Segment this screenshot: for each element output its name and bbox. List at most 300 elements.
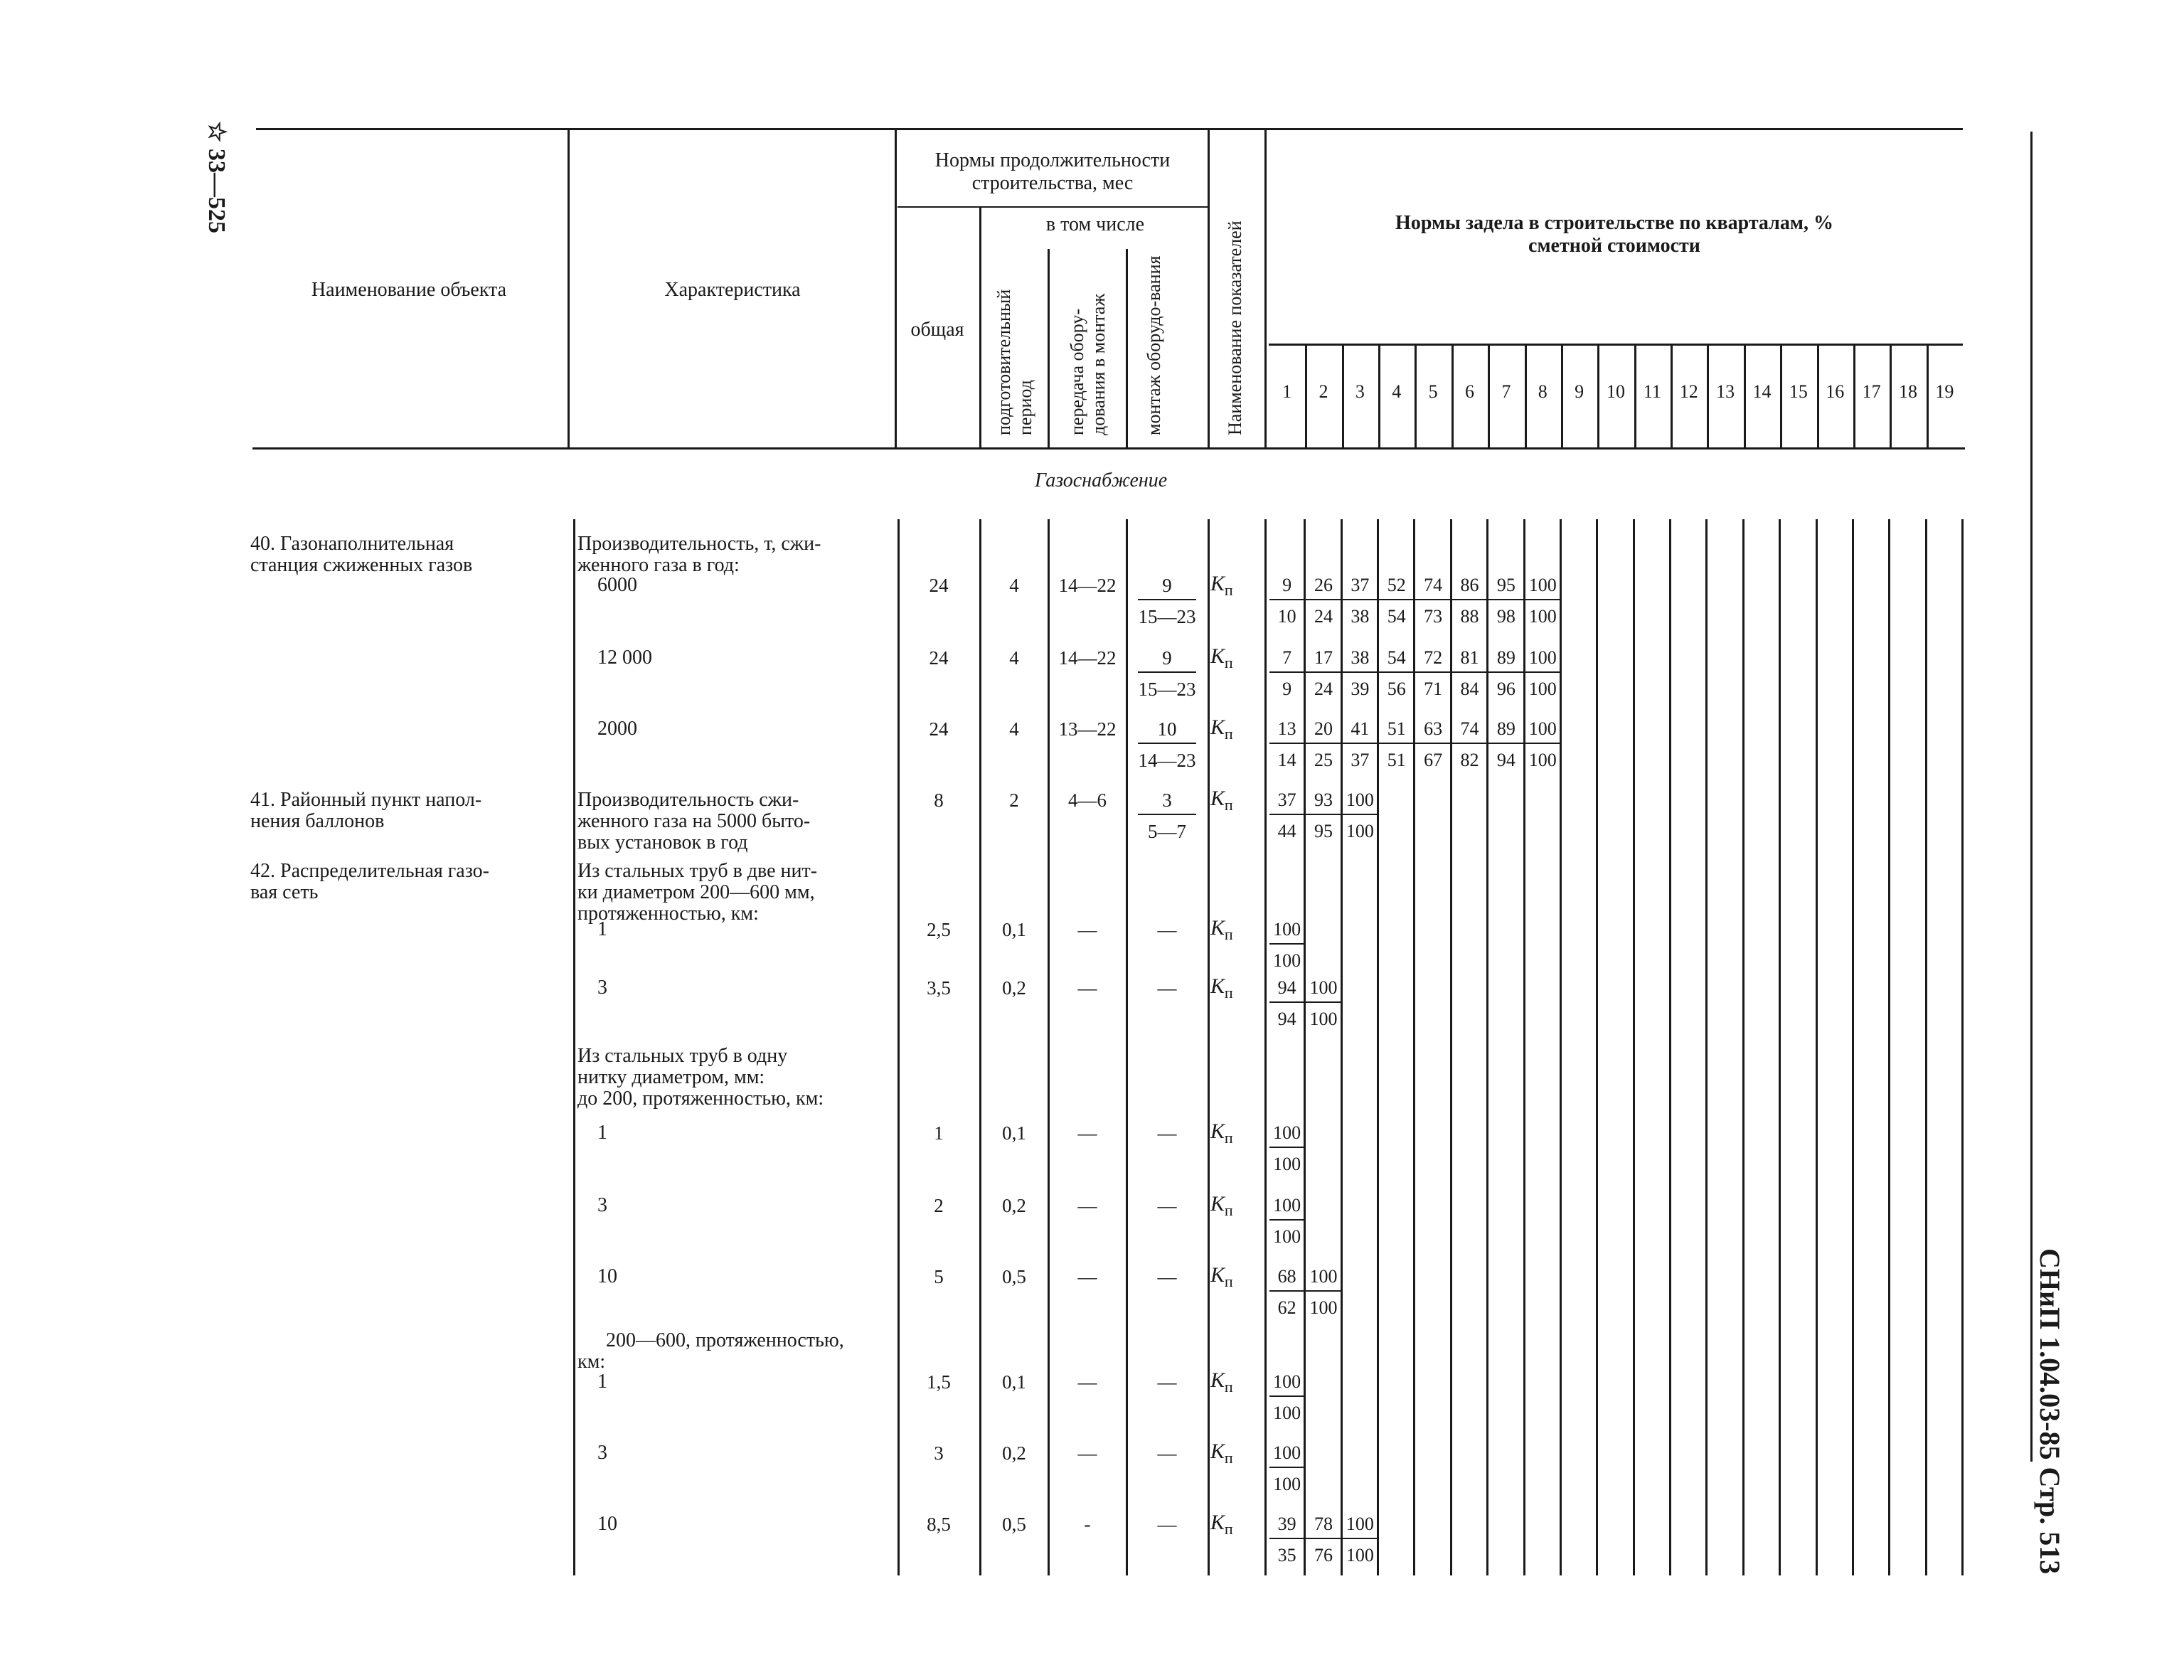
indicator-subscript: п xyxy=(1224,984,1233,1001)
char-line: Из стальных труб в две нит- xyxy=(577,860,818,882)
backlog-value-bottom: 100 xyxy=(1528,679,1557,699)
quarters-rule xyxy=(1269,344,1963,346)
backlog-value-top: 100 xyxy=(1309,1266,1338,1287)
prep-cell: 0,1 xyxy=(1002,1371,1026,1393)
indicator-subscript: п xyxy=(1224,654,1233,671)
backlog-value-bottom: 24 xyxy=(1314,679,1333,699)
char-line: Производительность, т, сжи- xyxy=(577,533,821,555)
total-cell: 1,5 xyxy=(927,1371,951,1393)
backlog-value-top: 86 xyxy=(1460,575,1479,595)
prep-cell: 4 xyxy=(1009,718,1019,740)
header-prep-period: подготовительный период xyxy=(994,289,1035,435)
backlog-value-top: 95 xyxy=(1496,575,1516,595)
header-total: общая xyxy=(910,319,964,341)
backlog-value-bottom: 25 xyxy=(1314,750,1333,770)
total-cell: 5 xyxy=(934,1266,944,1287)
object-name-line: нения баллонов xyxy=(250,810,385,832)
fraction-line xyxy=(1379,599,1415,600)
quarter-body-line xyxy=(1560,519,1562,1575)
quarter-number: 18 xyxy=(1898,381,1917,402)
install-cell: — xyxy=(1157,977,1177,999)
indicator-kp xyxy=(1210,1263,1233,1291)
backlog-value-top: 37 xyxy=(1277,790,1296,810)
indicator-kp xyxy=(1210,1440,1233,1467)
transfer-cell: - xyxy=(1084,1514,1091,1535)
char-line: протяженностью, км: xyxy=(577,903,759,925)
backlog-value-top: 78 xyxy=(1314,1514,1333,1534)
object-name-line: 41. Районный пункт напол- xyxy=(250,789,482,811)
quarter-body-line xyxy=(1486,519,1488,1575)
header-bottom-rule xyxy=(252,447,1965,450)
fraction-line xyxy=(1488,671,1524,673)
backlog-value-bottom: 54 xyxy=(1387,606,1406,627)
char-line: 3 xyxy=(597,1194,607,1216)
char-line: км: xyxy=(577,1351,606,1373)
header-divider xyxy=(568,130,570,447)
object-42 xyxy=(250,861,556,903)
fraction-line xyxy=(1525,743,1560,744)
prep-cell: 2 xyxy=(1009,790,1019,811)
install-cell: — xyxy=(1157,1195,1177,1216)
total-cell: 24 xyxy=(929,718,949,740)
fraction-line xyxy=(1306,1001,1341,1003)
fraction-line xyxy=(1525,599,1560,600)
prep-cell: 0,2 xyxy=(1002,1195,1026,1216)
indicator-subscript: п xyxy=(1224,581,1233,599)
fraction-line xyxy=(1269,943,1305,945)
backlog-value-top: 100 xyxy=(1346,1514,1374,1534)
quarter-number: 4 xyxy=(1392,381,1402,402)
quarter-body-line xyxy=(1341,519,1343,1575)
backlog-value-bottom: 100 xyxy=(1273,1154,1301,1174)
indicator-symbol: К xyxy=(1210,644,1225,668)
transfer-cell: 4—6 xyxy=(1068,790,1107,811)
install-cell: — xyxy=(1157,1266,1177,1287)
transfer-cell: — xyxy=(1077,1195,1097,1216)
indicator-kp xyxy=(1210,974,1233,1002)
indicator-subscript: п xyxy=(1224,796,1233,814)
char-line: вых установок в год xyxy=(577,831,748,854)
backlog-value-top: 100 xyxy=(1309,977,1338,998)
install-cell: 9 xyxy=(1162,647,1172,669)
quarter-body-line xyxy=(1523,519,1525,1575)
total-cell: 8,5 xyxy=(927,1514,951,1535)
backlog-value-bottom: 100 xyxy=(1346,1545,1374,1565)
backlog-value-bottom: 9 xyxy=(1282,679,1292,699)
fraction-line xyxy=(1269,1467,1305,1468)
quarter-number: 14 xyxy=(1752,381,1772,402)
indicator-subscript: п xyxy=(1224,1520,1233,1538)
quarter-number: 16 xyxy=(1826,381,1845,402)
prep-cell: 0,1 xyxy=(1002,919,1026,940)
quarter-number: 6 xyxy=(1465,381,1475,402)
char-line: 1 xyxy=(597,918,607,940)
quarter-body-line xyxy=(1669,519,1671,1575)
backlog-value-bottom: 38 xyxy=(1351,606,1370,627)
fraction-line xyxy=(1306,1290,1341,1292)
backlog-value-top: 13 xyxy=(1277,718,1296,739)
quarter-number: 8 xyxy=(1538,381,1548,402)
install-fraction-line xyxy=(1138,599,1196,600)
header-divider xyxy=(895,130,897,447)
fraction-line xyxy=(1269,1147,1305,1148)
indicator-kp xyxy=(1210,1120,1233,1147)
object-40 xyxy=(250,533,556,576)
total-cell: 8 xyxy=(934,790,944,811)
backlog-value-top: 100 xyxy=(1528,718,1557,739)
char-line: Из стальных труб в одну xyxy=(577,1045,788,1067)
backlog-value-bottom: 14 xyxy=(1277,750,1296,770)
indicator-subscript: п xyxy=(1224,1272,1233,1290)
char-line: нитку диаметром, мм: xyxy=(577,1066,765,1088)
backlog-value-top: 100 xyxy=(1528,647,1557,668)
fraction-line xyxy=(1269,814,1305,815)
indicator-symbol: К xyxy=(1210,787,1225,810)
quarter-body-line xyxy=(1961,519,1964,1575)
char-line: 1 xyxy=(597,1122,607,1144)
backlog-value-bottom: 100 xyxy=(1273,950,1301,971)
fraction-line xyxy=(1306,814,1341,815)
backlog-value-top: 89 xyxy=(1496,647,1516,668)
indicator-kp xyxy=(1210,787,1233,814)
left-margin-label: ☆ 33—525 xyxy=(203,121,230,233)
body-divider xyxy=(1126,519,1128,1575)
backlog-value-bottom: 73 xyxy=(1424,606,1443,627)
quarter-body-line xyxy=(1705,519,1708,1575)
table-top-rule xyxy=(256,128,1963,130)
indicator-subscript: п xyxy=(1224,1129,1233,1147)
fraction-line xyxy=(1306,743,1341,744)
backlog-value-bottom: 51 xyxy=(1387,750,1406,770)
fraction-line xyxy=(1306,1538,1341,1539)
prep-cell: 4 xyxy=(1009,575,1019,596)
quarter-body-line xyxy=(1413,519,1415,1575)
backlog-value-bottom: 44 xyxy=(1277,821,1296,841)
fraction-line xyxy=(1306,599,1341,600)
install-cell: — xyxy=(1157,1514,1177,1535)
indicator-subscript: п xyxy=(1224,1449,1233,1467)
header-equipment-transfer: передача обору-дования в монтаж xyxy=(1067,293,1109,435)
quarter-body-line xyxy=(1450,519,1452,1575)
total-cell: 24 xyxy=(929,647,949,669)
char-line: женного газа в год: xyxy=(577,554,740,576)
backlog-value-top: 74 xyxy=(1424,575,1443,595)
object-41 xyxy=(250,790,556,832)
backlog-value-bottom: 76 xyxy=(1314,1545,1333,1565)
backlog-value-bottom: 71 xyxy=(1424,679,1443,699)
install-cell: — xyxy=(1157,1122,1177,1144)
indicator-kp xyxy=(1210,572,1233,600)
install-cell-bottom: 14—23 xyxy=(1138,750,1196,771)
header-divider xyxy=(1126,249,1128,447)
backlog-value-top: 100 xyxy=(1273,1371,1301,1392)
quarter-body-line xyxy=(1925,519,1927,1575)
fraction-line xyxy=(1342,1538,1378,1539)
prep-cell: 0,5 xyxy=(1002,1514,1026,1535)
prep-cell: 0,5 xyxy=(1002,1266,1026,1287)
backlog-value-bottom: 95 xyxy=(1314,821,1333,841)
char-line: женного газа на 5000 быто- xyxy=(577,810,811,832)
backlog-value-top: 20 xyxy=(1314,718,1333,739)
header-divider xyxy=(979,208,981,447)
indicator-subscript: п xyxy=(1224,1378,1233,1395)
indicator-symbol: К xyxy=(1210,716,1225,739)
indicator-kp xyxy=(1210,716,1233,743)
backlog-value-bottom: 100 xyxy=(1528,606,1557,627)
backlog-value-bottom: 62 xyxy=(1277,1297,1296,1318)
total-cell: 24 xyxy=(929,575,949,596)
backlog-value-top: 74 xyxy=(1460,718,1479,739)
quarter-body-line xyxy=(1633,519,1635,1575)
char-line: 10 xyxy=(597,1265,617,1287)
object-name-line: 40. Газонаполнительная xyxy=(250,533,454,555)
object-name-line: станция сжиженных газов xyxy=(250,554,473,576)
backlog-value-bottom: 39 xyxy=(1351,679,1370,699)
fraction-line xyxy=(1269,1219,1305,1221)
char-line: 3 xyxy=(597,1442,607,1464)
install-cell: — xyxy=(1157,1371,1177,1393)
total-cell: 1 xyxy=(934,1122,944,1144)
backlog-value-bottom: 37 xyxy=(1351,750,1370,770)
body-divider xyxy=(1208,519,1210,1575)
header-backlog-title: Нормы задела в строительстве по кварталам, % сметной стоимости xyxy=(1395,212,1833,257)
right-page-rule xyxy=(2030,132,2033,1462)
fraction-line xyxy=(1488,599,1524,600)
object-name-line: вая сеть xyxy=(250,881,319,903)
fraction-line xyxy=(1379,743,1415,744)
transfer-cell: — xyxy=(1077,1442,1097,1464)
quarter-body-line xyxy=(1596,519,1598,1575)
indicator-kp xyxy=(1210,644,1233,672)
transfer-cell: — xyxy=(1077,1122,1097,1144)
backlog-value-bottom: 82 xyxy=(1460,750,1479,770)
backlog-value-top: 100 xyxy=(1273,919,1301,940)
header-divider xyxy=(1264,130,1267,447)
indicator-kp xyxy=(1210,1192,1233,1220)
install-cell-bottom: 15—23 xyxy=(1138,606,1196,627)
fraction-line xyxy=(1306,671,1341,673)
fraction-line xyxy=(1269,743,1305,744)
prep-cell: 0,1 xyxy=(1002,1122,1026,1144)
backlog-value-top: 9 xyxy=(1282,575,1292,595)
char-line: 1 xyxy=(597,1371,607,1393)
indicator-symbol: К xyxy=(1210,1440,1225,1463)
backlog-value-top: 26 xyxy=(1314,575,1333,595)
section-title: Газоснабжение xyxy=(1035,469,1168,491)
backlog-value-top: 52 xyxy=(1387,575,1406,595)
indicator-symbol: К xyxy=(1210,1511,1225,1534)
char-line: 12 000 xyxy=(597,647,652,669)
backlog-value-bottom: 100 xyxy=(1309,1297,1338,1318)
char-line: 10 xyxy=(597,1513,617,1535)
header-including: в том числе xyxy=(1045,213,1145,235)
fraction-line xyxy=(1452,671,1488,673)
backlog-value-bottom: 94 xyxy=(1496,750,1516,770)
fraction-line xyxy=(1342,599,1378,600)
backlog-value-bottom: 100 xyxy=(1346,821,1374,841)
header-characteristic: Характеристика xyxy=(664,279,801,301)
install-cell: 9 xyxy=(1162,575,1172,596)
quarter-body-line xyxy=(1742,519,1744,1575)
backlog-value-top: 72 xyxy=(1424,647,1443,668)
prep-cell: 4 xyxy=(1009,647,1019,669)
fraction-line xyxy=(1415,671,1451,673)
fraction-line xyxy=(1342,743,1378,744)
indicator-symbol: К xyxy=(1210,916,1225,940)
backlog-value-bottom: 84 xyxy=(1460,679,1479,699)
body-divider xyxy=(897,519,900,1575)
quarter-body-line xyxy=(1852,519,1854,1575)
backlog-value-bottom: 10 xyxy=(1277,606,1296,627)
transfer-cell: 14—22 xyxy=(1058,575,1117,596)
quarter-body-line xyxy=(1377,519,1379,1575)
install-cell: 3 xyxy=(1162,790,1172,811)
indicator-subscript: п xyxy=(1224,1201,1233,1219)
indicator-subscript: п xyxy=(1224,925,1233,943)
install-cell-bottom: 15—23 xyxy=(1138,679,1196,700)
fraction-line xyxy=(1269,1538,1305,1539)
char-line: 200—600, протяженностью, xyxy=(606,1329,844,1351)
backlog-value-bottom: 56 xyxy=(1387,679,1406,699)
quarter-number: 5 xyxy=(1428,381,1438,402)
char-line: 2000 xyxy=(597,718,637,740)
fraction-line xyxy=(1488,743,1524,744)
quarter-number: 17 xyxy=(1862,381,1881,402)
backlog-value-top: 94 xyxy=(1277,977,1296,998)
indicator-kp xyxy=(1210,916,1233,944)
quarter-body-line xyxy=(1888,519,1890,1575)
install-fraction-line xyxy=(1138,814,1196,815)
header-indicator-name: Наименование показателей xyxy=(1225,220,1245,435)
quarter-number: 3 xyxy=(1355,381,1365,402)
backlog-value-top: 100 xyxy=(1528,575,1557,595)
install-cell: 10 xyxy=(1157,718,1177,740)
quarter-number: 1 xyxy=(1282,381,1292,402)
backlog-value-top: 100 xyxy=(1346,790,1374,810)
indicator-symbol: К xyxy=(1210,1368,1225,1392)
backlog-value-top: 37 xyxy=(1351,575,1370,595)
transfer-cell: — xyxy=(1077,977,1097,999)
backlog-value-bottom: 100 xyxy=(1528,750,1557,770)
header-object-name: Наименование объекта xyxy=(311,279,507,301)
body-divider xyxy=(1048,519,1050,1575)
norms-subrule xyxy=(897,206,1208,208)
quarter-number: 7 xyxy=(1501,381,1511,402)
fraction-line xyxy=(1379,671,1415,673)
indicator-kp xyxy=(1210,1368,1233,1396)
backlog-value-top: 63 xyxy=(1424,718,1443,739)
indicator-symbol: К xyxy=(1210,974,1225,998)
backlog-value-bottom: 94 xyxy=(1277,1009,1296,1029)
fraction-line xyxy=(1415,743,1451,744)
fraction-line xyxy=(1452,743,1488,744)
fraction-line xyxy=(1269,1290,1305,1292)
fraction-line xyxy=(1525,671,1560,673)
fraction-line xyxy=(1269,671,1305,673)
backlog-value-bottom: 67 xyxy=(1424,750,1443,770)
quarter-number: 12 xyxy=(1679,381,1698,402)
transfer-cell: — xyxy=(1077,919,1097,940)
indicator-symbol: К xyxy=(1210,1120,1225,1143)
quarter-number: 19 xyxy=(1935,381,1954,402)
backlog-value-top: 100 xyxy=(1273,1195,1301,1216)
quarter-number: 11 xyxy=(1643,381,1661,402)
backlog-value-top: 100 xyxy=(1273,1442,1301,1463)
indicator-symbol: К xyxy=(1210,1263,1225,1287)
header-divider xyxy=(1208,130,1210,447)
backlog-value-top: 38 xyxy=(1351,647,1370,668)
backlog-value-top: 54 xyxy=(1387,647,1406,668)
fraction-line xyxy=(1269,599,1305,600)
backlog-value-top: 93 xyxy=(1314,790,1333,810)
backlog-value-bottom: 100 xyxy=(1309,1009,1338,1029)
prep-cell: 0,2 xyxy=(1002,977,1026,999)
char-line: до 200, протяженностью, км: xyxy=(577,1088,824,1110)
backlog-value-top: 17 xyxy=(1314,647,1333,668)
header-divider xyxy=(1048,249,1050,447)
backlog-value-bottom: 24 xyxy=(1314,606,1333,627)
backlog-value-bottom: 100 xyxy=(1273,1226,1301,1247)
body-divider xyxy=(979,519,981,1575)
fraction-line xyxy=(1342,671,1378,673)
quarter-number: 2 xyxy=(1319,381,1328,402)
fraction-line xyxy=(1269,1395,1305,1397)
backlog-value-top: 39 xyxy=(1277,1514,1296,1534)
backlog-value-bottom: 100 xyxy=(1273,1403,1301,1423)
backlog-value-top: 89 xyxy=(1496,718,1516,739)
fraction-line xyxy=(1269,1001,1305,1003)
install-cell-bottom: 5—7 xyxy=(1148,821,1186,842)
quarter-body-line xyxy=(1816,519,1818,1575)
fraction-line xyxy=(1342,814,1378,815)
total-cell: 3,5 xyxy=(927,977,951,999)
indicator-kp xyxy=(1210,1511,1233,1538)
header-equipment-install: монтаж оборудо-вания xyxy=(1144,255,1164,435)
backlog-value-top: 51 xyxy=(1387,718,1406,739)
fraction-line xyxy=(1452,599,1488,600)
char-line: Производительность сжи- xyxy=(577,789,799,811)
backlog-value-bottom: 96 xyxy=(1496,679,1516,699)
right-margin-label: СНиП 1.04.03-85 Стр. 513 xyxy=(2034,1248,2066,1575)
transfer-cell: 13—22 xyxy=(1058,718,1117,740)
backlog-value-top: 81 xyxy=(1460,647,1479,668)
object-name-line: 42. Распределительная газо- xyxy=(250,860,489,882)
total-cell: 2,5 xyxy=(927,919,951,940)
indicator-symbol: К xyxy=(1210,1192,1225,1216)
install-cell: — xyxy=(1157,1442,1177,1464)
backlog-value-bottom: 100 xyxy=(1273,1474,1301,1494)
backlog-value-bottom: 98 xyxy=(1496,606,1516,627)
char-line: ки диаметром 200—600 мм, xyxy=(577,881,815,903)
indicator-subscript: п xyxy=(1224,725,1233,743)
quarter-number: 15 xyxy=(1789,381,1808,402)
backlog-value-top: 7 xyxy=(1282,647,1292,668)
total-cell: 2 xyxy=(934,1195,944,1216)
install-cell: — xyxy=(1157,919,1177,940)
indicator-symbol: К xyxy=(1210,572,1225,595)
quarter-number: 9 xyxy=(1575,381,1584,402)
install-fraction-line xyxy=(1138,671,1196,673)
transfer-cell: — xyxy=(1077,1266,1097,1287)
fraction-line xyxy=(1415,599,1451,600)
backlog-value-top: 41 xyxy=(1351,718,1370,739)
transfer-cell: — xyxy=(1077,1371,1097,1393)
quarter-number: 13 xyxy=(1716,381,1735,402)
body-divider xyxy=(573,519,575,1575)
total-cell: 3 xyxy=(934,1442,944,1464)
header-norms-title: Нормы продолжительности строительства, мес xyxy=(934,149,1171,194)
backlog-value-bottom: 88 xyxy=(1460,606,1479,627)
